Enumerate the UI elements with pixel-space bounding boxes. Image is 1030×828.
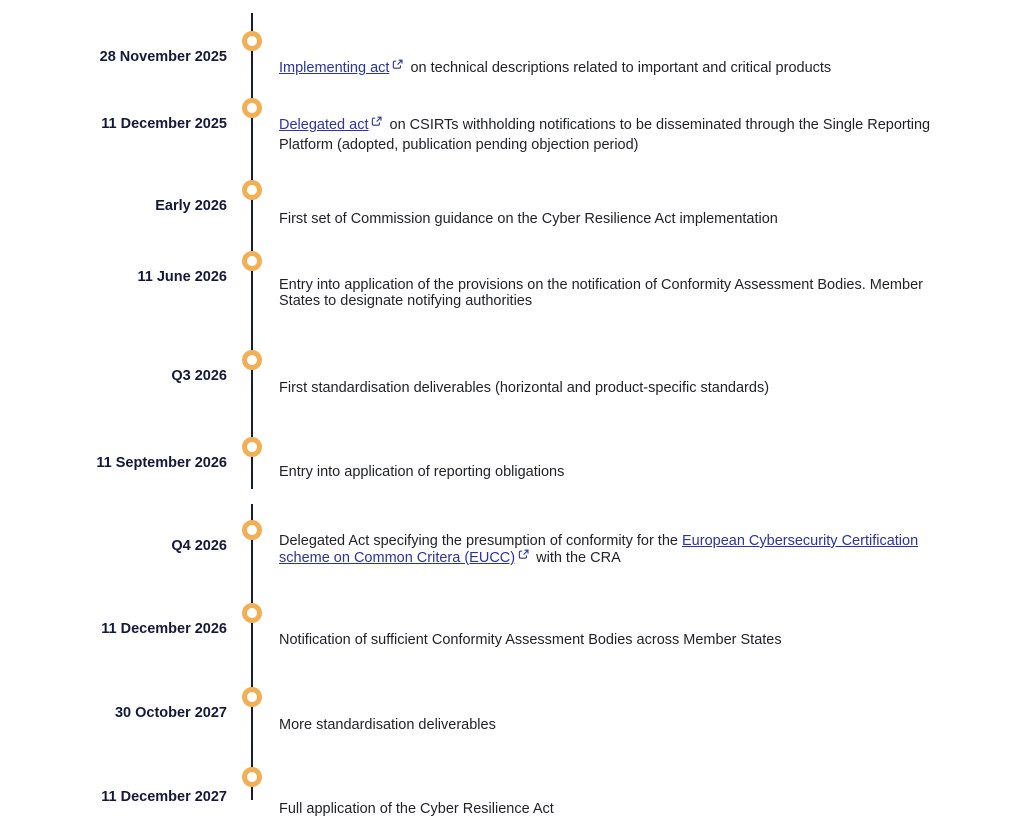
- entry-text-before: First standardisation deliverables (horizontal and product-specific standards): [279, 380, 770, 396]
- timeline-entry-text: [279, 115, 955, 155]
- entry-link-label[interactable]: Implementing act: [279, 60, 390, 76]
- entry-text-before: More standardisation deliverables: [279, 717, 496, 733]
- timeline-marker-icon: [242, 687, 262, 707]
- timeline-date-label: 11 September 2026: [96, 455, 227, 471]
- timeline-date-label: Early 2026: [155, 198, 227, 214]
- entry-text-after: with the CRA: [532, 550, 621, 566]
- external-link-icon[interactable]: [392, 59, 403, 70]
- timeline-date-label: 11 December 2027: [101, 789, 227, 805]
- timeline-entry-text: [279, 630, 955, 650]
- timeline-marker-icon: [242, 350, 262, 370]
- timeline-entry-text: [279, 715, 955, 735]
- timeline-entry-text: [279, 277, 955, 309]
- timeline-entry-link[interactable]: [279, 60, 406, 76]
- entry-text-before: Full application of the Cyber Resilience Act: [279, 801, 554, 817]
- timeline-entry-text: [279, 462, 955, 482]
- timeline-date-label: 30 October 2027: [114, 705, 227, 721]
- timeline-marker-icon: [242, 767, 262, 787]
- external-link-icon[interactable]: [518, 549, 529, 560]
- entry-text-after: on CSIRTs withholding notifications to be disseminated through the Single Reporting Platform (adopted, publication pending objection period): [279, 117, 931, 153]
- timeline-marker-icon: [242, 180, 262, 200]
- timeline-date-label: Q4 2026: [171, 538, 227, 554]
- timeline-date-label: 28 November 2025: [99, 49, 227, 65]
- external-link-icon[interactable]: [371, 116, 382, 127]
- timeline-entry-link[interactable]: [279, 117, 385, 133]
- entry-link-label[interactable]: Delegated act: [279, 117, 369, 133]
- timeline-entry-text: [279, 378, 955, 398]
- entry-text-before: Delegated Act specifying the presumption of conformity for the: [279, 533, 682, 549]
- entry-text-before: First set of Commission guidance on the Cyber Resilience Act implementation: [279, 211, 778, 227]
- timeline-marker-icon: [242, 437, 262, 457]
- timeline-marker-icon: [242, 603, 262, 623]
- entry-text-before: Entry into application of the provisions on the notification of Conformity Assessment Bodies. Member States to designate notifying authorities: [279, 277, 923, 309]
- timeline-entry-text: [279, 58, 955, 78]
- entry-text-after: on technical descriptions related to important and critical products: [406, 60, 832, 76]
- timeline-marker-icon: [242, 31, 262, 51]
- timeline-date-label: Q3 2026: [171, 368, 227, 384]
- timeline-entry-text: [279, 799, 955, 819]
- timeline-marker-icon: [242, 98, 262, 118]
- timeline-marker-icon: [242, 251, 262, 271]
- timeline-date-label: 11 June 2026: [137, 269, 227, 285]
- timeline-entry-text: [279, 533, 955, 566]
- timeline-marker-icon: [242, 520, 262, 540]
- entry-link-label[interactable]: European Cybersecurity Certification scheme on Common Critera (EUCC): [279, 533, 919, 566]
- timeline-date-label: 11 December 2025: [101, 116, 227, 132]
- entry-text-before: Notification of sufficient Conformity Assessment Bodies across Member States: [279, 632, 782, 648]
- entry-text-before: Entry into application of reporting obligations: [279, 464, 565, 480]
- timeline-entry-text: [279, 209, 955, 229]
- timeline-date-label: 11 December 2026: [101, 621, 227, 637]
- timeline-line-segment-lower: [251, 504, 253, 800]
